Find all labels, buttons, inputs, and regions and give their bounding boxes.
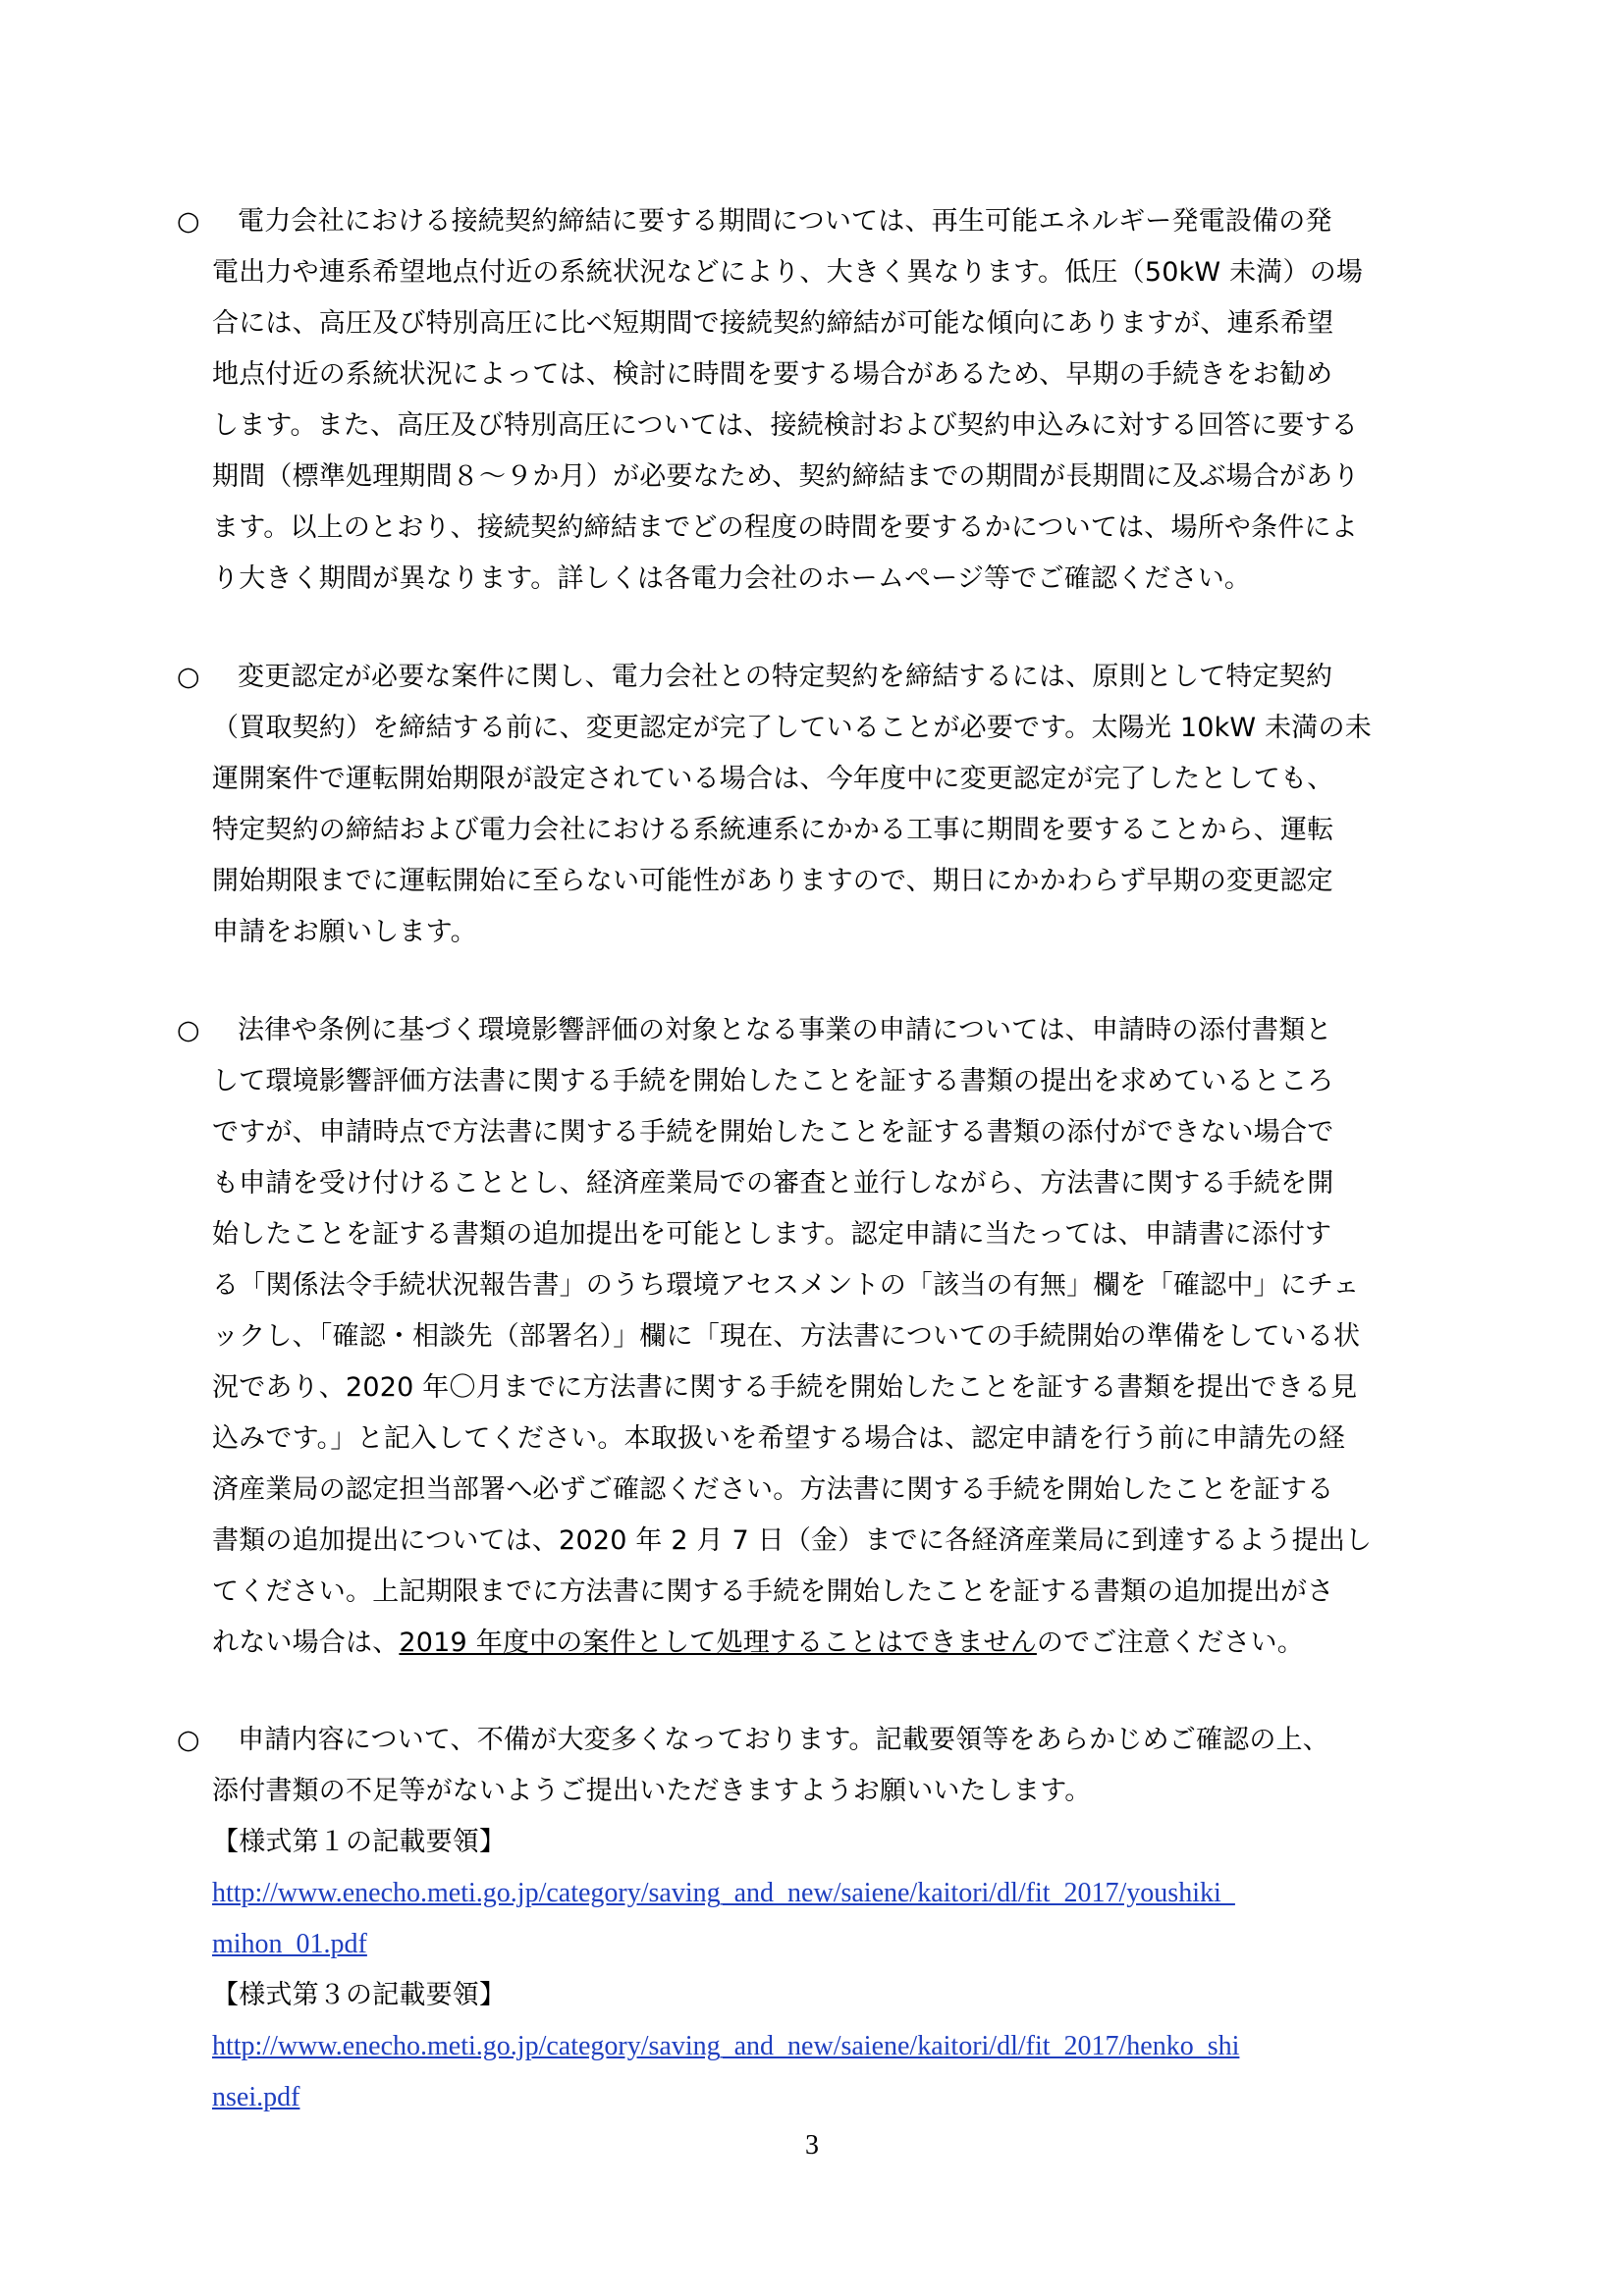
text-line: 開始期限までに運転開始に至らない可能性がありますので、期日にかかわらず早期の変更認定 <box>212 866 1333 896</box>
text-segment: のでご注意ください。 <box>1036 1628 1304 1658</box>
text-line: も申請を受け付けることとし、経済産業局での審査と並行しながら、方法書に関する手続を開 <box>212 1168 1334 1199</box>
pdf-link[interactable]: http://www.enecho.meti.go.jp/category/saving_and_new/saiene/kaitori/dl/fit_2017/henko_shi <box>212 2031 1240 2061</box>
text-line: して環境影響評価方法書に関する手続を開始したことを証する書類の提出を求めているところ <box>212 1066 1334 1096</box>
text-line: 法律や条例に基づく環境影響評価の対象となる事業の申請については、申請時の添付書類と <box>238 1015 1332 1045</box>
text-line: 添付書類の不足等がないようご提出いただきますようお願いいたします。 <box>212 1776 1092 1806</box>
pdf-link[interactable]: mihon_01.pdf <box>212 1929 367 1959</box>
text-line: します。また、高圧及び特別高圧については、接続検討および契約申込みに対する回答に要する <box>212 410 1358 441</box>
text-line: （買取契約）を締結する前に、変更認定が完了していることが必要です。太陽光 10kW 未満の未 <box>212 713 1372 743</box>
text-line: 期間（標準処理期間８～９か月）が必要なため、契約締結までの期間が長期間に及ぶ場合があり <box>212 461 1360 492</box>
text-line: 況であり、2020 年〇月までに方法書に関する手続を開始したことを証する書類を提出できる見 <box>212 1372 1358 1403</box>
text-line: 特定契約の締結および電力会社における系統連系にかかる工事に期間を要することから、運転 <box>212 815 1334 845</box>
bullet-circle: ○ <box>177 1015 200 1045</box>
link-heading: 【様式第１の記載要領】 <box>212 1827 507 1857</box>
pdf-link[interactable]: http://www.enecho.meti.go.jp/category/saving_and_new/saiene/kaitori/dl/fit_2017/youshiki_ <box>212 1878 1235 1908</box>
text-line: る「関係法令手続状況報告書」のうち環境アセスメントの「該当の有無」欄を「確認中」にチェ <box>212 1270 1360 1301</box>
underlined-notice: 2019 年度中の案件として処理することはできません <box>399 1628 1037 1658</box>
text-line: 運開案件で運転開始期限が設定されている場合は、今年度中に変更認定が完了したとしても、 <box>212 764 1334 794</box>
text-line: 始したことを証する書類の追加提出を可能とします。認定申請に当たっては、申請書に添付す <box>212 1219 1332 1250</box>
text-line: り大きく期間が異なります。詳しくは各電力会社のホームページ等でご確認ください。 <box>212 563 1252 594</box>
text-line: 込みです。」と記入してください。本取扱いを希望する場合は、認定申請を行う前に申請先の経 <box>212 1423 1345 1454</box>
text-line: 済産業局の認定担当部署へ必ずご確認ください。方法書に関する手続を開始したことを証する <box>212 1474 1334 1505</box>
text-segment: れない場合は、 <box>212 1628 400 1658</box>
text-line: 変更認定が必要な案件に関し、電力会社との特定契約を締結するには、原則として特定契約 <box>238 662 1333 692</box>
text-line: 電力会社における接続契約締結に要する期間については、再生可能エネルギー発電設備の発 <box>238 206 1332 237</box>
bullet-circle: ○ <box>177 662 200 692</box>
text-line: 電出力や連系希望地点付近の系統状況などにより、大きく異なります。低圧（50kW 未満）の場 <box>212 257 1364 288</box>
text-line: ックし、「確認・相談先（部署名）」欄に「現在、方法書についての手続開始の準備をしている状 <box>212 1321 1361 1352</box>
text-line: ます。以上のとおり、接続契約締結までどの程度の時間を要するかについては、場所や条件によ <box>212 512 1358 543</box>
text-line: 申請をお願いします。 <box>212 917 477 947</box>
link-heading: 【様式第３の記載要領】 <box>212 1980 507 2010</box>
pdf-link[interactable]: nsei.pdf <box>212 2082 300 2112</box>
text-line: 書類の追加提出については、2020 年 2 月 7 日（金）までに各経済産業局に到達するよう提出し <box>212 1525 1373 1556</box>
text-line: 申請内容について、不備が大変多くなっております。記載要領等をあらかじめご確認の上、 <box>238 1725 1329 1755</box>
text-line: 地点付近の系統状況によっては、検討に時間を要する場合があるため、早期の手続きをお勧め <box>212 359 1333 390</box>
bullet-circle: ○ <box>177 206 200 237</box>
text-line-last <box>212 1619 1469 1668</box>
bullet-circle: ○ <box>177 1725 200 1755</box>
text-line: てください。上記期限までに方法書に関する手続を開始したことを証する書類の追加提出がさ <box>212 1576 1334 1607</box>
page-number: 3 <box>805 2130 819 2161</box>
text-line: 合には、高圧及び特別高圧に比べ短期間で接続契約締結が可能な傾向にありますが、連系希望 <box>212 308 1334 339</box>
text-line: ですが、申請時点で方法書に関する手続を開始したことを証する書類の添付ができない場合で <box>212 1117 1334 1148</box>
